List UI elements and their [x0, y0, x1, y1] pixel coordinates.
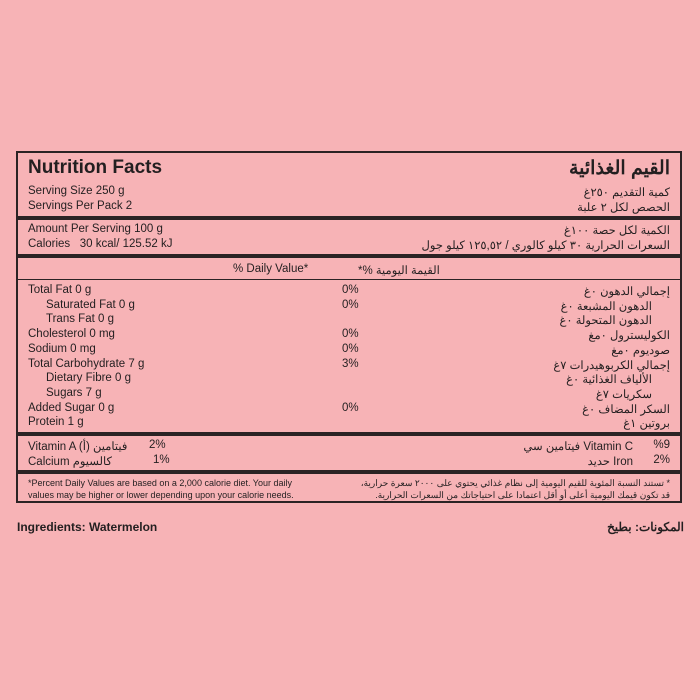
nutrient-label-ar: صوديوم ٠مغ: [611, 344, 670, 357]
nutrient-label-en: Saturated Fat 0 g: [46, 298, 135, 311]
title-ar: القيم الغذائية: [568, 158, 670, 179]
nutrient-label-en: Total Carbohydrate 7 g: [28, 357, 145, 370]
serving-size-en: Serving Size 250 g: [28, 185, 125, 197]
nutrient-daily-value: 0%: [342, 342, 359, 355]
nutrient-daily-value: 0%: [342, 298, 359, 311]
divider-thick-4: [18, 470, 680, 474]
nutrient-daily-value: 3%: [342, 357, 359, 370]
servings-per-pack-ar: الحصص لكل ٢ علبة: [577, 202, 670, 214]
nutrient-label-en: Cholesterol 0 mg: [28, 328, 115, 341]
ingredients-ar: المكونات: بطيخ: [607, 520, 684, 534]
title-en: Nutrition Facts: [28, 157, 163, 178]
nutrient-label-ar: الدهون المتحولة ٠غ: [559, 315, 652, 328]
divider-thin-1: [18, 279, 680, 280]
servings-per-pack-en: Servings Per Pack 2: [28, 200, 133, 212]
nutrient-label-ar: الكوليسترول ٠مغ: [588, 330, 670, 343]
ingredients-en: Ingredients: Watermelon: [17, 520, 158, 534]
iron-label: Iron حديد: [587, 456, 633, 468]
footnote-en-line2: values may be higher or lower depending upon your calorie needs.: [28, 490, 294, 500]
footnote-en-line1: *Percent Daily Values are based on a 2,000 calorie diet. Your daily: [28, 478, 293, 488]
nutrient-label-ar: سكريات ٧غ: [595, 388, 652, 401]
divider-thick-2: [18, 254, 680, 258]
nutrient-label-ar: السكر المضاف ٠غ: [582, 403, 670, 416]
iron-pct: 2%: [653, 454, 670, 466]
vitamin-a-pct: 2%: [149, 439, 166, 451]
daily-value-header-en: % Daily Value*: [233, 263, 309, 275]
amount-per-serving-ar: الكمية لكل حصة ١٠٠غ: [563, 225, 670, 237]
calories-ar: السعرات الحرارية ٣٠ كيلو كالوري / ١٢٥,٥٢ كيلو جول: [421, 240, 670, 252]
nutrient-label-en: Total Fat 0 g: [28, 284, 92, 296]
nutrient-label-en: Added Sugar 0 g: [28, 401, 115, 414]
divider-thick-3: [18, 432, 680, 436]
nutrient-label-ar: الألياف الغذائية ٠غ: [566, 374, 652, 387]
vitamin-c-pct: %9: [653, 439, 670, 451]
nutrient-daily-value: 0%: [342, 401, 359, 414]
footnote-ar-line2: قد تكون قيمك اليومية أعلى أو أقل اعتمادا على احتياجاتك من السعرات الحرارية.: [375, 490, 670, 500]
nutrient-label-ar: إجمالي الكربوهيدرات ٧غ: [553, 359, 670, 372]
nutrient-label-ar: بروتين ١غ: [623, 418, 670, 431]
nutrient-label-en: Sugars 7 g: [46, 386, 102, 399]
calcium-pct: 1%: [153, 454, 170, 466]
calcium-label: Calcium كالسيوم: [28, 456, 113, 468]
nutrition-facts-panel: [16, 151, 682, 503]
serving-size-ar: كمية التقديم ٢٥٠غ: [583, 187, 670, 199]
vitamin-a-label: Vitamin A (أ) فيتامين: [28, 441, 128, 453]
nutrient-label-ar: إجمالي الدهون ٠غ: [583, 286, 670, 298]
nutrient-daily-value: 0%: [342, 284, 359, 296]
nutrient-label-en: Sodium 0 mg: [28, 342, 96, 355]
footnote-ar-line1: * تستند النسبة المئوية للقيم اليومية إلى نظام غذائي يحتوي على ٢٠٠٠ سعرة حرارية،: [360, 478, 670, 488]
amount-per-serving-en: Amount Per Serving 100 g: [28, 223, 163, 235]
nutrient-daily-value: 0%: [342, 328, 359, 341]
vitamin-c-label: Vitamin C فيتامين سي: [523, 441, 633, 453]
nutrient-label-en: Protein 1 g: [28, 416, 84, 429]
calories-en: Calories 30 kcal/ 125.52 kJ: [28, 238, 173, 250]
nutrient-label-en: Dietary Fibre 0 g: [46, 372, 132, 385]
nutrient-label-en: Trans Fat 0 g: [46, 313, 114, 326]
nutrient-label-ar: الدهون المشبعة ٠غ: [560, 300, 652, 313]
daily-value-header-ar: القيمة اليومية %*: [358, 265, 440, 277]
divider-thick-1: [18, 216, 680, 220]
